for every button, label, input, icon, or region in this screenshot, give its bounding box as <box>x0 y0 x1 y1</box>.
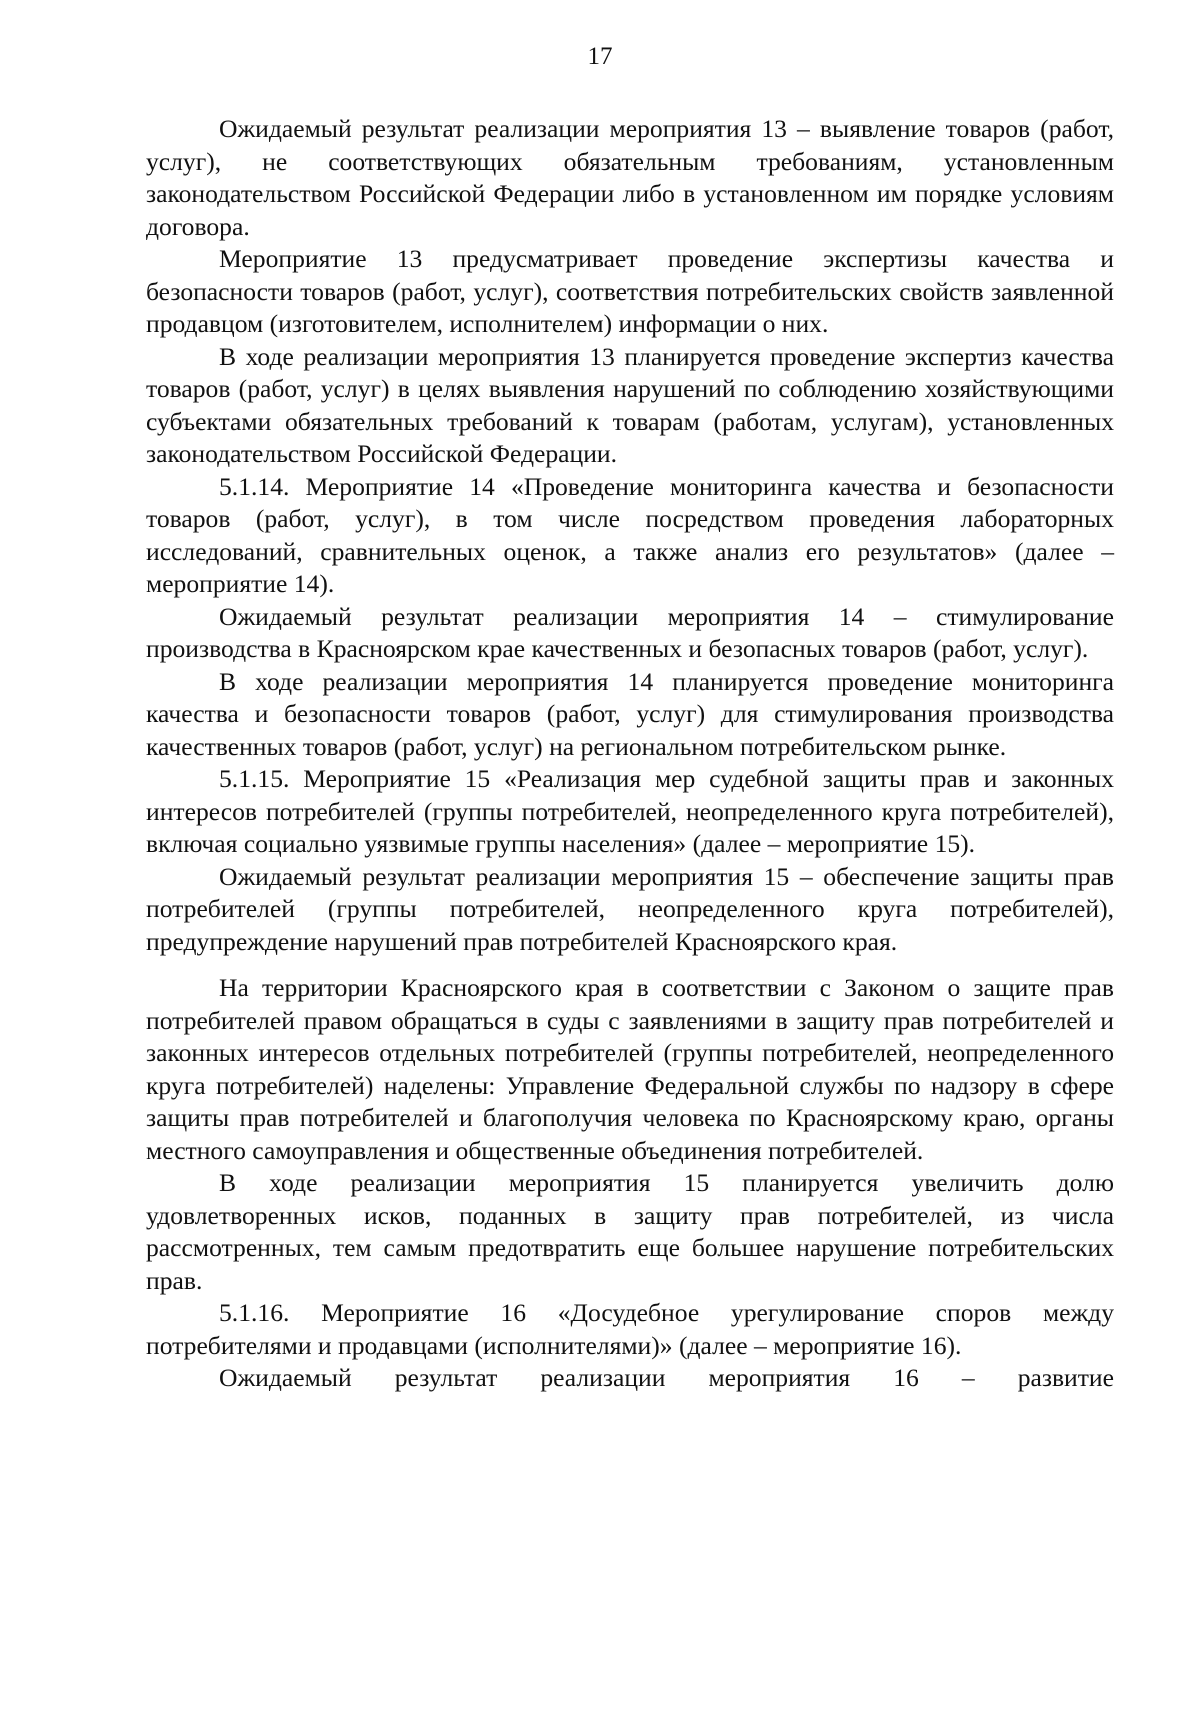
paragraph-expected-result-16: Ожидаемый результат реализации мероприятия 16 – развитие <box>219 1363 1114 1392</box>
paragraph-krasnoyarsk-authorities: На территории Красноярского края в соответствии с Законом о защите прав потребителей правом обращаться в суды с заявлениями в защиту прав потребителей и законных интересов отдельных потребителей (группы потребителей, неопределенного круга потребителей) наделены: Управление Федеральной службы по надзору в сфере защиты прав потребителей и благополучия человека по Красноярскому краю, органы местного самоуправления и общественные объединения потребителей. <box>146 973 1114 1165</box>
paragraph-event-13-plan: В ходе реализации мероприятия 13 планируется проведение экспертиз качества товаров (работ, услуг) в целях выявления нарушений по соблюдению хозяйствующими субъектами обязательных требований к товарам (работам, услугам), установленных законодательством Российской Федерации. <box>146 341 1114 468</box>
paragraph-event-16-heading: 5.1.16. Мероприятие 16 «Досудебное урегулирование споров между потребителями и продавцами (исполнителями)» (далее – мероприятие 16). <box>146 1298 1114 1360</box>
paragraph-event-14-heading: 5.1.14. Мероприятие 14 «Проведение мониторинга качества и безопасности товаров (работ, услуг), в том числе посредством проведения лабораторных исследований, сравнительных оценок, а также анализ его результатов» (далее – мероприятие 14). <box>146 471 1114 598</box>
paragraph-event-15-plan: В ходе реализации мероприятия 15 планируется увеличить долю удовлетворенных исков, поданных в защиту прав потребителей, из числа рассмотренных, тем самым предотвратить еще большее нарушение потребительских прав. <box>146 1168 1114 1295</box>
document-body <box>146 113 1114 1395</box>
paragraph-event-13-description: Мероприятие 13 предусматривает проведение экспертизы качества и безопасности товаров (работ, услуг), соответствия потребительских свойств заявленной продавцом (изготовителем, исполнителем) информации о них. <box>146 244 1114 338</box>
paragraph-event-15-heading: 5.1.15. Мероприятие 15 «Реализация мер судебной защиты прав и законных интересов потребителей (группы потребителей, неопределенного круга потребителей), включая социально уязвимые группы населения» (далее – мероприятие 15). <box>146 764 1114 858</box>
paragraph-event-14-plan: В ходе реализации мероприятия 14 планируется проведение мониторинга качества и безопасности товаров (работ, услуг) для стимулирования производства качественных товаров (работ, услуг) на региональном потребительском рынке. <box>146 666 1114 761</box>
paragraph-expected-result-14: Ожидаемый результат реализации мероприятия 14 – стимулирование производства в Красноярском крае качественных и безопасных товаров (работ, услуг). <box>146 601 1114 663</box>
paragraph-expected-result-15: Ожидаемый результат реализации мероприятия 15 – обеспечение защиты прав потребителей (группы потребителей, неопределенного круга потребителей), предупреждение нарушений прав потребителей Красноярского края. <box>146 861 1114 956</box>
page-number: 17 <box>587 43 613 70</box>
paragraph-expected-result-13: Ожидаемый результат реализации мероприятия 13 – выявление товаров (работ, услуг), не соответствующих обязательным требованиям, установленным законодательством Российской Федерации либо в установленном им порядке условиям договора. <box>146 114 1114 241</box>
